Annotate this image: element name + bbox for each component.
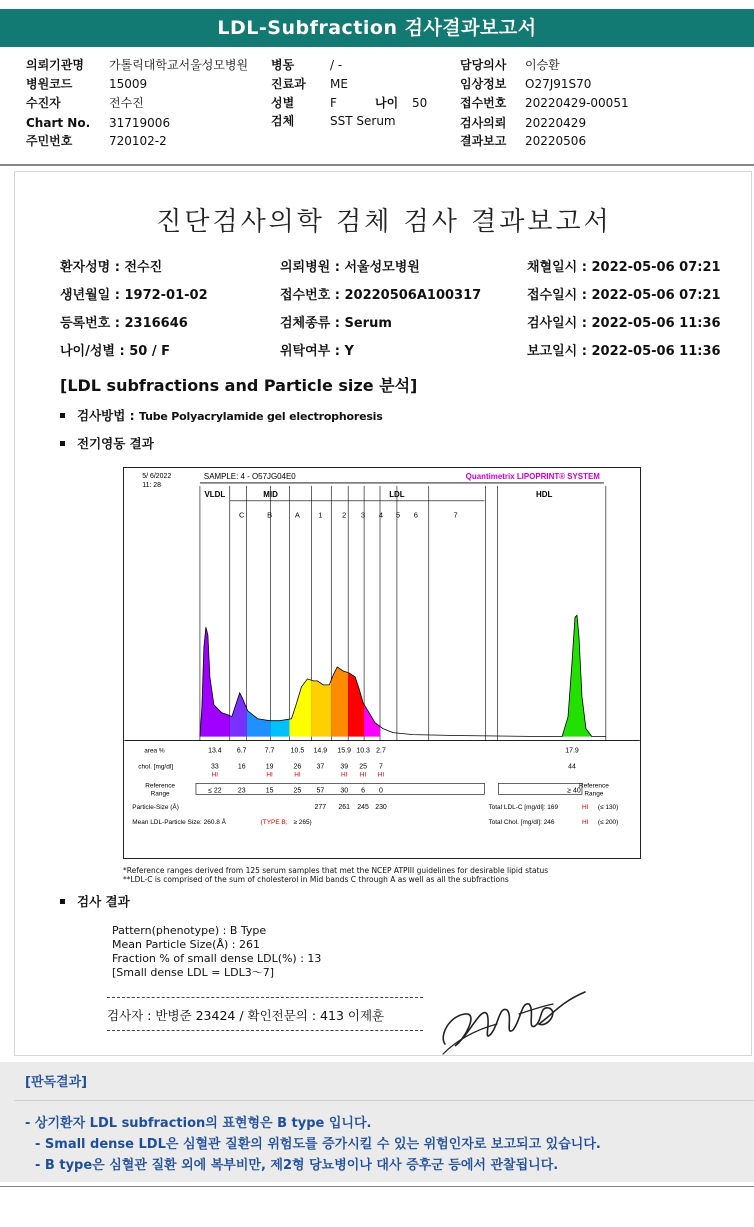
- label-ward: 병동: [271, 58, 295, 72]
- result-label: 검사 결과: [77, 894, 130, 909]
- total-ldl-c: Total LDL-C [mg/dl]: 169: [488, 804, 559, 812]
- registration-number: 등록번호 : 2316646: [60, 316, 188, 331]
- value-age: 50: [412, 96, 428, 110]
- interpretation-divider: [14, 1100, 754, 1101]
- interpretation-line-3: - B type은 심혈관 질환 외에 복부비만, 제2형 당뇨병이나 대사 증후군 등에서 관찰됩니다.: [35, 1158, 559, 1173]
- chol-value: 33: [210, 763, 219, 771]
- result-heading: [60, 894, 130, 910]
- interpretation-heading: [판독결과]: [25, 1075, 88, 1090]
- result-sdldl-definition: [Small dense LDL = LDL3～7]: [112, 966, 275, 979]
- label-sex: 성별: [271, 96, 295, 110]
- mean-ldl-type: (TYPE B;: [260, 819, 288, 827]
- band-label: 2: [342, 510, 347, 520]
- lab-report-document: [14, 171, 752, 1056]
- value-request-date: 20220429: [525, 116, 587, 130]
- age-sex: 나이/성별 : 50 / F: [60, 344, 171, 359]
- label-patient: 수진자: [26, 96, 61, 110]
- footnote-2: **LDL-C is comprised of the sum of cholesterol in Mid bands C through A as well as all the subfractions: [123, 875, 509, 884]
- method-line: [60, 408, 383, 425]
- ref-range-value: 30: [340, 787, 349, 795]
- particle-size-value: 261: [338, 804, 350, 812]
- row-label-particle-size: Particle-Size (Å): [132, 804, 179, 812]
- particle-size-value: 277: [314, 804, 327, 812]
- accession-number: 접수번호 : 20220506A100317: [280, 288, 482, 303]
- signature-divider-bottom: [107, 1030, 423, 1031]
- signer-line: 검사자 : 반병준 23424 / 확인전문의 : 413 이제훈: [107, 1008, 385, 1023]
- value-clinical-info: O27J91S70: [525, 77, 592, 91]
- row-label-ref-right: Reference: [579, 782, 609, 790]
- value-ward: / -: [330, 58, 343, 72]
- band-fill-area: [348, 673, 364, 737]
- label-age: 나이: [375, 96, 399, 110]
- ref-range-value: 0: [379, 787, 383, 795]
- chol-hi-flag: HI: [359, 771, 367, 779]
- ref-range-value: 25: [293, 787, 302, 795]
- value-receipt-no: 20220429-00051: [525, 96, 629, 110]
- result-pattern: Pattern(phenotype) : B Type: [112, 924, 267, 937]
- signature-image: [435, 984, 595, 1059]
- band-fill-area: [331, 667, 348, 737]
- group-label-mid: MID: [263, 489, 278, 499]
- ref-range-value: 23: [237, 787, 246, 795]
- chol-value: 37: [316, 763, 325, 771]
- method-label: 검사방법 :: [77, 408, 135, 423]
- band-label: B: [267, 510, 273, 520]
- label-doctor: 담당의사: [460, 58, 507, 72]
- value-resident-no: 720102-2: [109, 134, 167, 148]
- chart-date: 5/ 6/2022: [142, 472, 172, 480]
- area-pct-value: 10.5: [290, 747, 305, 755]
- band-label: 5: [395, 510, 400, 520]
- band-fill-area: [289, 679, 311, 737]
- chol-hi-flag: HI: [266, 771, 273, 779]
- bottom-divider: [0, 1186, 754, 1187]
- band-fill-area: [311, 680, 331, 737]
- interpretation-line-2: - Small dense LDL은 심혈관 질환의 위험도를 증가시킬 수 있는 위험인자로 보고되고 있습니다.: [35, 1137, 601, 1152]
- row-label-ref: Reference: [145, 782, 176, 790]
- band-label: 4: [378, 510, 384, 520]
- section-title: [LDL subfractions and Particle size 분석]: [60, 376, 418, 395]
- label-hospital-code: 병원코드: [26, 77, 73, 91]
- value-specimen: SST Serum: [330, 114, 396, 128]
- label-report-date: 결과보고: [460, 134, 507, 148]
- footnote-1: *Reference ranges derived from 125 serum samples that met the NCEP ATPIII guidelines for desirable lipid status: [123, 866, 549, 875]
- value-chart-no: 31719006: [109, 116, 171, 130]
- total-chol-ref: (≤ 200): [597, 819, 619, 827]
- report-datetime: 보고일시 : 2022-05-06 11:36: [527, 344, 721, 359]
- area-pct-value: 10.3: [356, 747, 370, 755]
- chol-value: 7: [379, 763, 383, 771]
- signature-divider-top: [107, 997, 423, 998]
- area-pct-value: 17.9: [565, 747, 579, 755]
- referring-hospital: 의뢰병원 : 서울성모병원: [280, 260, 420, 275]
- band-fill-area: [364, 704, 380, 736]
- result-sdldl-fraction: Fraction % of small dense LDL(%) : 13: [112, 952, 322, 965]
- ref-range-value: 6: [361, 787, 366, 795]
- band-label: A: [294, 510, 300, 520]
- specimen-type: 검체종류 : Serum: [280, 316, 392, 331]
- interpretation-panel: [0, 1062, 754, 1182]
- value-hospital-code: 15009: [109, 77, 148, 91]
- outsourced-flag: 위탁여부 : Y: [280, 344, 354, 359]
- area-pct-value: 2.7: [376, 747, 386, 755]
- report-header-title: LDL-Subfraction 검사결과보고서: [0, 9, 754, 47]
- label-specimen: 검체: [271, 114, 295, 128]
- band-label: 7: [453, 510, 458, 520]
- label-receipt-no: 접수번호: [460, 96, 507, 110]
- patient-name: 환자성명 : 전수진: [60, 260, 163, 275]
- report-title: 진단검사의학 검체 검사 결과보고서: [156, 207, 612, 237]
- electrophoresis-label: 전기영동 결과: [77, 436, 154, 451]
- value-report-date: 20220506: [525, 134, 587, 148]
- row-label-chol: chol. [mg/dl]: [138, 763, 174, 771]
- area-pct-value: 7.7: [264, 747, 275, 755]
- value-requester: 가톨릭대학교서울성모병원: [109, 58, 249, 72]
- lipoprint-chart: [123, 467, 641, 859]
- total-chol-hi: HI: [581, 819, 589, 827]
- chol-hi-flag: HI: [294, 771, 301, 779]
- receipt-datetime: 접수일시 : 2022-05-06 07:21: [527, 288, 721, 303]
- band-label: 3: [361, 510, 366, 520]
- band-label: 1: [318, 510, 323, 520]
- area-pct-value: 15.9: [337, 747, 351, 755]
- interpretation-line-1: - 상기환자 LDL subfraction의 표현형은 B type 입니다.: [25, 1116, 372, 1131]
- value-patient: 전수진: [109, 96, 144, 110]
- area-pct-value: 6.7: [236, 747, 247, 755]
- row-label-area: area %: [144, 747, 165, 755]
- label-resident-no: 주민번호: [26, 134, 73, 148]
- densitometry-curve: [200, 615, 606, 736]
- chol-value: 39: [340, 763, 349, 771]
- group-label-ldl: LDL: [389, 489, 405, 499]
- method-value: Tube Polyacrylamide gel electrophoresis: [139, 410, 383, 423]
- band-fill-area: [271, 719, 290, 737]
- total-chol: Total Chol. [mg/dl]: 246: [488, 819, 555, 827]
- label-clinical-info: 임상정보: [460, 77, 507, 91]
- ref-range-value: ≤ 22: [208, 787, 222, 795]
- chol-hi-flag: HI: [211, 771, 219, 779]
- chol-value: 19: [265, 763, 274, 771]
- total-ldl-hi: HI: [581, 804, 589, 812]
- chart-footnotes: [123, 866, 548, 884]
- row-label-ref-2: Range: [150, 790, 170, 798]
- collection-datetime: 채혈일시 : 2022-05-06 07:21: [527, 260, 721, 275]
- label-department: 진료과: [271, 77, 306, 91]
- bullet-icon: [60, 413, 65, 418]
- chart-time: 11: 28: [142, 481, 162, 489]
- test-datetime: 검사일시 : 2022-05-06 11:36: [527, 316, 721, 331]
- row-label-ref-right-2: Range: [584, 790, 604, 798]
- value-doctor: 이승환: [525, 58, 560, 72]
- band-label: 6: [413, 510, 418, 520]
- label-requester: 의뢰기관명: [26, 58, 84, 72]
- chart-brand-title: Quantimetrix LIPOPRINT® SYSTEM: [465, 471, 600, 481]
- bullet-icon: [60, 441, 65, 446]
- electrophoresis-heading: [60, 436, 154, 452]
- bullet-icon: [60, 899, 65, 904]
- label-chart-no: Chart No.: [26, 116, 91, 130]
- chol-hi-flag: HI: [340, 771, 348, 779]
- area-pct-value: 13.4: [208, 747, 222, 755]
- ref-range-value: 15: [265, 787, 274, 795]
- group-label-hdl: HDL: [536, 489, 553, 499]
- chart-sample: SAMPLE: 4 - O57JG04E0: [203, 471, 296, 481]
- group-label-vldl: VLDL: [204, 489, 226, 499]
- chol-value: 26: [293, 763, 302, 771]
- chol-value: 44: [568, 763, 576, 771]
- value-sex: F: [330, 96, 337, 110]
- value-department: ME: [330, 77, 348, 91]
- area-pct-value: 14.9: [313, 747, 328, 755]
- chol-hi-flag: HI: [377, 771, 385, 779]
- mean-ldl-size: Mean LDL-Particle Size: 260.8 Å: [132, 819, 226, 827]
- header-divider: [0, 164, 754, 166]
- chol-value: 25: [359, 763, 367, 771]
- mean-ldl-ref: ≥ 265): [293, 819, 312, 827]
- ref-range-value: 57: [316, 787, 325, 795]
- request-info: [0, 56, 754, 151]
- particle-size-value: 245: [357, 804, 369, 812]
- total-ldl-ref: (≤ 130): [597, 804, 619, 812]
- chol-value: 16: [237, 763, 246, 771]
- label-request-date: 검사의뢰: [460, 116, 507, 130]
- band-label: C: [239, 510, 245, 520]
- ref-range-value: ≥ 40: [567, 787, 581, 795]
- birth-date: 생년월일 : 1972-01-02: [60, 288, 208, 303]
- result-summary: [112, 924, 321, 980]
- result-mean-size: Mean Particle Size(Å) : 261: [112, 938, 260, 951]
- particle-size-value: 230: [375, 804, 387, 812]
